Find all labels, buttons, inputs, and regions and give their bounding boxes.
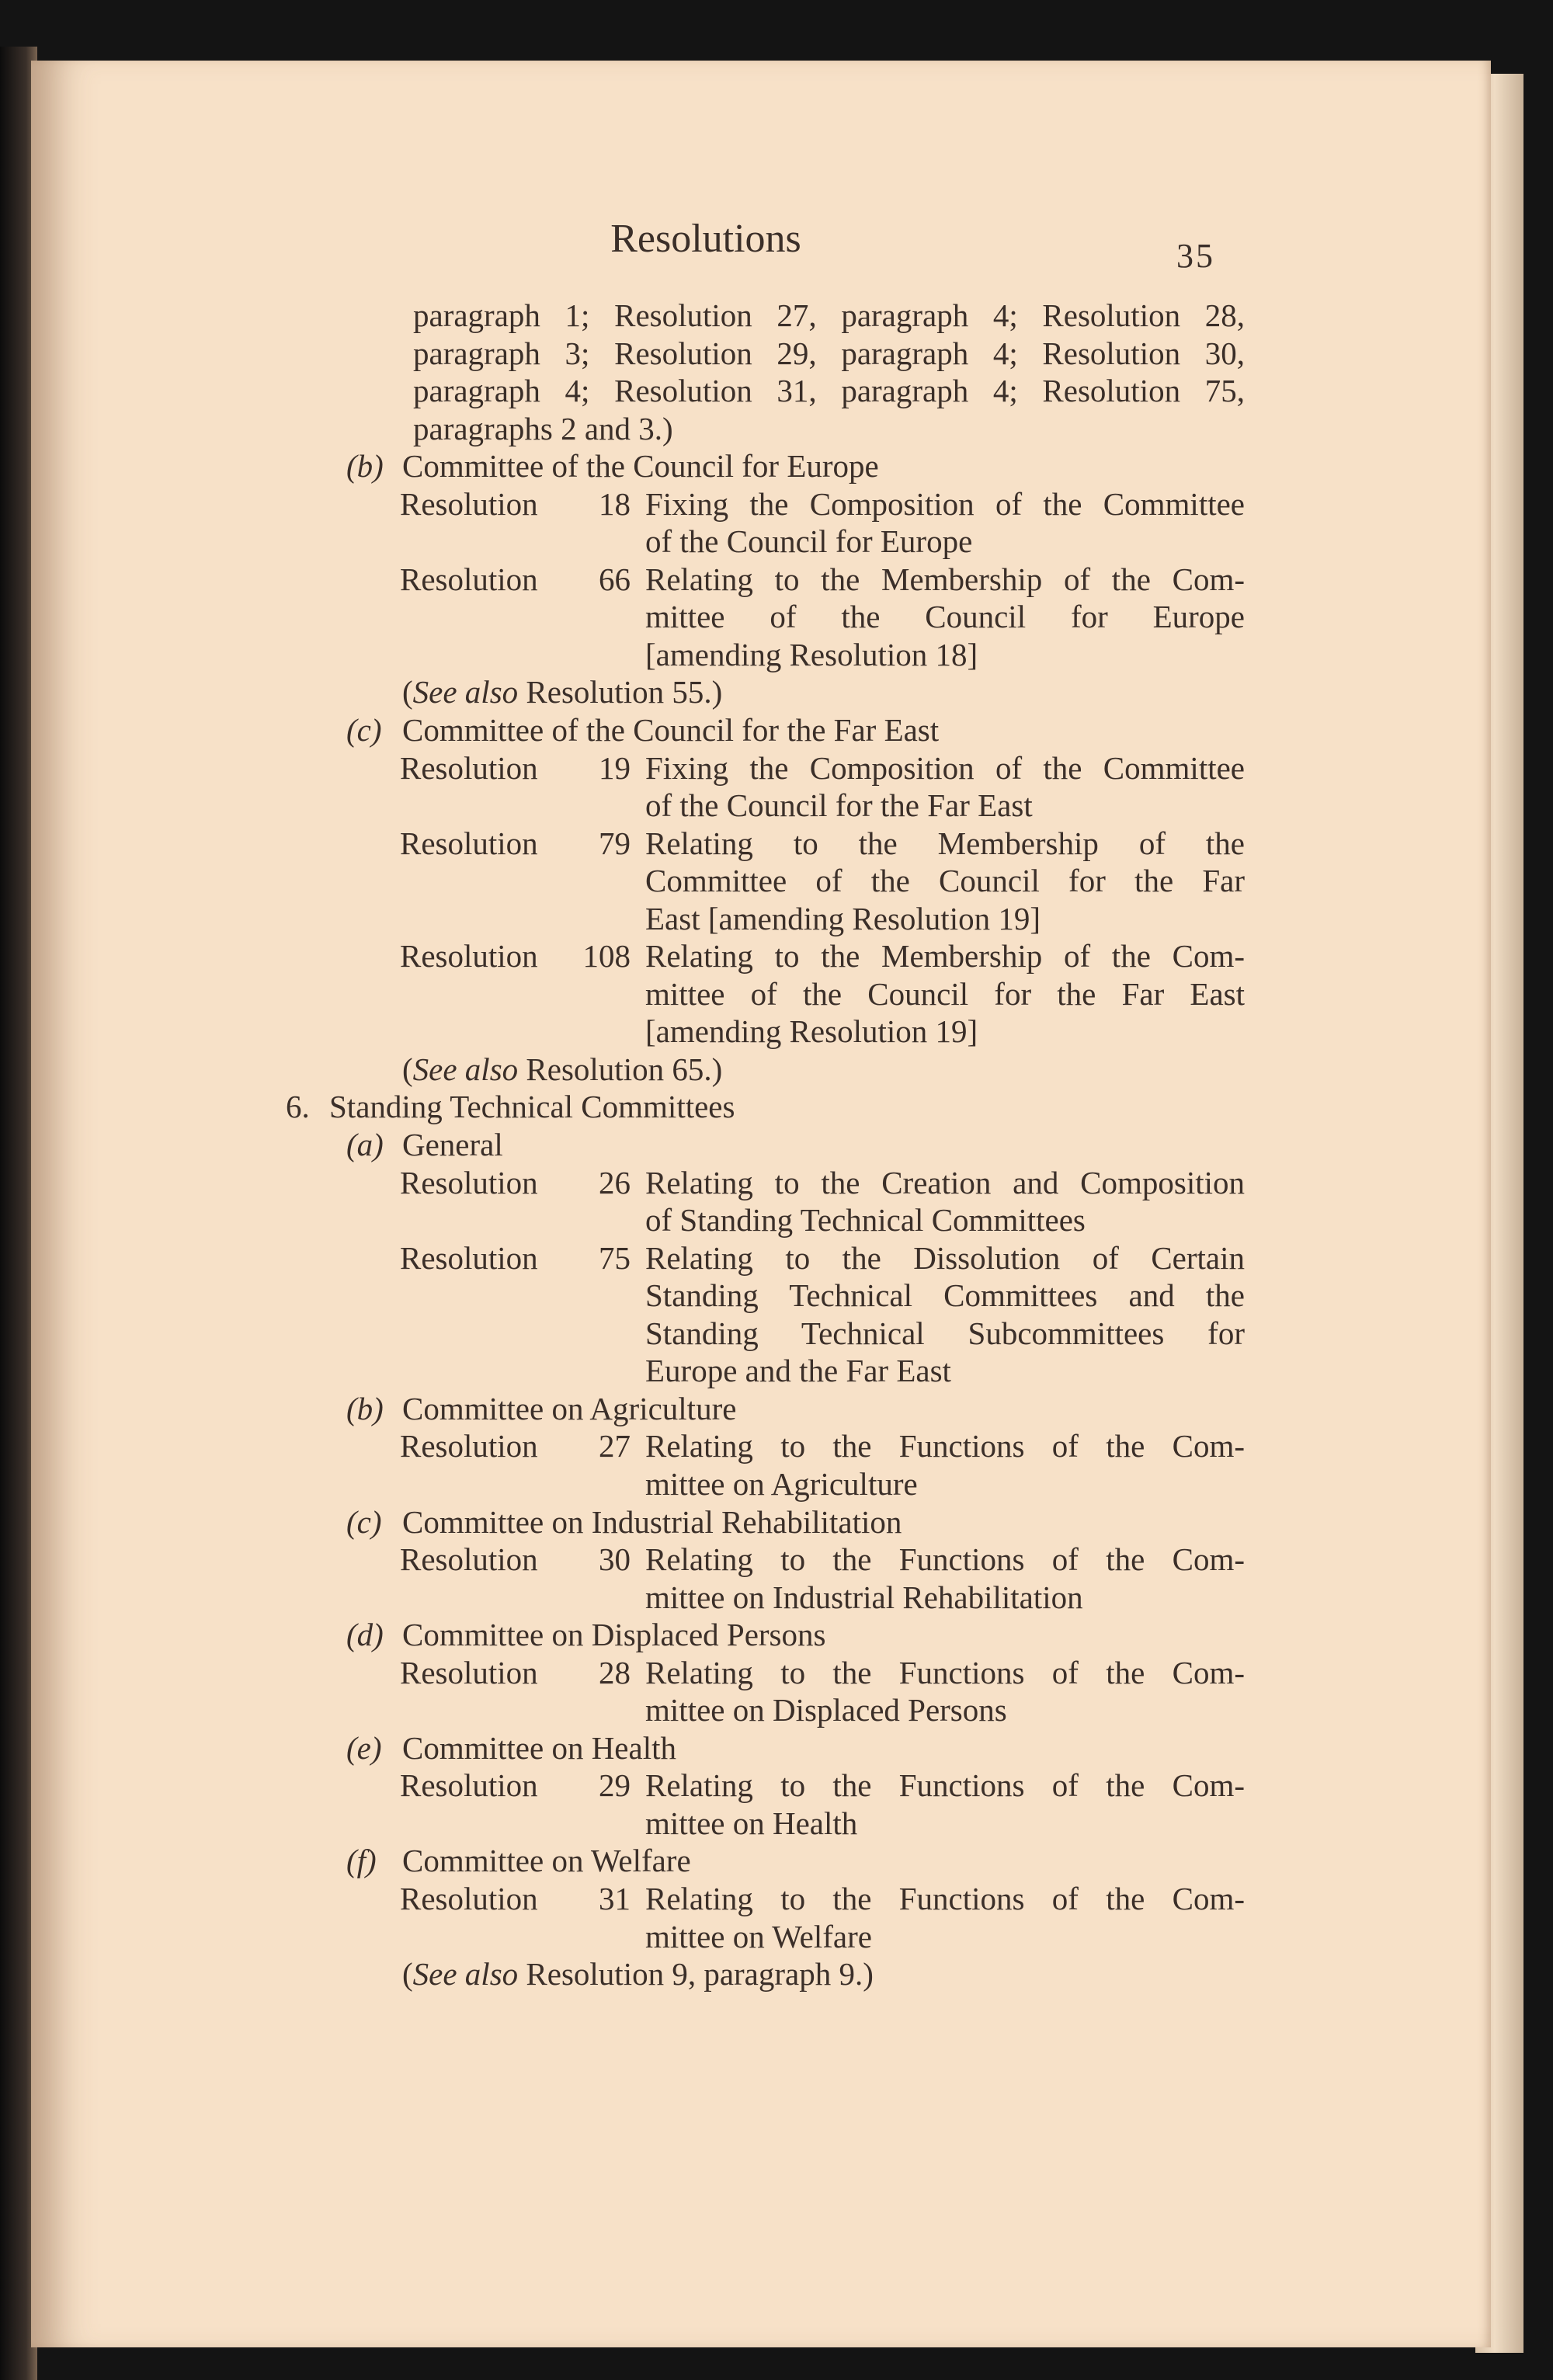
resolution-description: of the Council for the Far East [645,787,1033,824]
resolution-number: 79 [599,825,631,861]
resolution-label: Resolution [400,825,538,861]
resolution-number: 29 [599,1767,631,1804]
resolution-entry [0,1427,1553,1465]
resolution-description: [amending Resolution 19] [645,1013,978,1050]
page-number: 35 [1176,237,1215,275]
resolution-description: mittee of the Council for Europe [645,599,1245,635]
subsection-title: Committee on Health [402,1729,676,1766]
resolution-description: Fixing the Composition of the Committee [645,749,1245,786]
see-also-italic: See also [412,1956,519,1993]
see-also-italic: See also [412,1051,519,1087]
resolution-label: Resolution [400,1239,538,1276]
resolution-description: Relating to the Creation and Composition [645,1164,1245,1200]
resolution-number: 31 [599,1880,631,1916]
resolution-description: Europe and the Far East [645,1353,951,1389]
resolution-number: 28 [599,1654,631,1690]
see-also-text [402,1955,874,1993]
resolution-description: mittee on Welfare [645,1918,872,1954]
see-also-note [0,1955,1553,1993]
text-line [0,598,1553,636]
subsection-heading [0,1842,1553,1880]
resolution-entry [0,749,1553,787]
text-line [0,900,1553,938]
subsection-title: Committee on Industrial Rehabilitation [402,1503,902,1540]
resolution-entry [0,561,1553,599]
see-also-reference: Resolution 9, paragraph 9.) [518,1956,874,1993]
paren: ( [402,674,413,711]
resolution-description: Standing Technical Subcommittees for [645,1315,1245,1351]
text-line [0,335,1553,373]
text-line [0,787,1553,825]
subsection-marker: (b) [346,1390,384,1426]
text-line [0,1352,1553,1390]
subsection-marker: (d) [346,1617,384,1653]
page-body [0,297,1553,1993]
subsection-marker: (f) [346,1843,377,1879]
resolution-number: 108 [582,938,631,975]
resolution-number: 30 [599,1541,631,1578]
text-line [0,297,1553,335]
text-line [0,372,1553,410]
resolution-label: Resolution [400,1654,538,1690]
subsection-title: Committee of the Council for Europe [402,448,879,485]
text-line [0,862,1553,900]
subsection-marker: (a) [346,1127,384,1163]
subsection-heading [0,447,1553,485]
subsection-heading [0,1503,1553,1541]
resolution-description: Relating to the Functions of the Com- [645,1880,1245,1916]
subsection-marker: (b) [346,448,384,485]
resolution-description: of Standing Technical Committees [645,1202,1086,1239]
see-also-reference: Resolution 65.) [518,1051,723,1087]
resolution-number: 66 [599,561,631,597]
see-also-note [0,1051,1553,1089]
see-also-note [0,673,1553,711]
resolution-description: of the Council for Europe [645,523,973,560]
resolution-entry [0,1164,1553,1202]
resolution-number: 75 [599,1239,631,1276]
resolution-description: East [amending Resolution 19] [645,900,1041,936]
resolution-description: Relating to the Membership of the [645,825,1245,861]
subsection-heading [0,711,1553,749]
resolution-description: Relating to the Functions of the Com- [645,1541,1245,1578]
resolution-label: Resolution [400,1767,538,1804]
resolution-entry [0,1654,1553,1692]
subsection-heading [0,1729,1553,1767]
subsection-title: Committee on Agriculture [402,1390,737,1426]
resolution-number: 27 [599,1428,631,1464]
paragraph-line: paragraph 4; Resolution 31, paragraph 4; Resolution 75, [413,373,1245,409]
resolution-entry [0,937,1553,975]
resolution-description: Relating to the Membership of the Com- [645,561,1245,597]
subsection-heading [0,1126,1553,1164]
see-also-text [402,1051,722,1089]
resolution-description: mittee on Displaced Persons [645,1692,1007,1729]
running-header-title: Resolutions [610,217,801,261]
resolution-entry [0,485,1553,523]
resolution-number: 18 [599,485,631,522]
resolution-description: mittee of the Council for the Far East [645,975,1245,1012]
subsection-heading [0,1390,1553,1428]
resolution-entry [0,1541,1553,1579]
subsection-marker: (c) [346,1503,382,1540]
section-heading [0,1088,1553,1126]
text-line [0,1465,1553,1503]
text-line [0,975,1553,1013]
section-title: Standing Technical Committees [329,1089,735,1125]
paragraph-line: paragraphs 2 and 3.) [413,410,673,446]
resolution-label: Resolution [400,561,538,597]
resolution-entry [0,1880,1553,1918]
subsection-title: General [402,1127,503,1163]
text-line [0,1579,1553,1617]
text-line [0,1201,1553,1239]
resolution-description: mittee on Agriculture [645,1465,918,1502]
resolution-description: Relating to the Dissolution of Certain [645,1239,1245,1276]
text-line [0,1277,1553,1315]
text-line [0,1918,1553,1956]
resolution-label: Resolution [400,1164,538,1200]
resolution-description: Relating to the Functions of the Com- [645,1428,1245,1464]
resolution-description: Relating to the Membership of the Com- [645,938,1245,975]
subsection-marker: (e) [346,1729,382,1766]
resolution-entry [0,1239,1553,1277]
resolution-label: Resolution [400,1880,538,1916]
paragraph-line: paragraph 3; Resolution 29, paragraph 4; Resolution 30, [413,335,1245,371]
resolution-label: Resolution [400,485,538,522]
resolution-number: 19 [599,749,631,786]
resolution-description: [amending Resolution 18] [645,636,978,672]
text-line [0,1691,1553,1729]
resolution-label: Resolution [400,749,538,786]
resolution-description: mittee on Industrial Rehabilitation [645,1579,1083,1615]
subsection-heading [0,1616,1553,1654]
resolution-label: Resolution [400,1428,538,1464]
resolution-label: Resolution [400,1541,538,1578]
text-line [0,523,1553,561]
see-also-italic: See also [412,674,519,711]
see-also-reference: Resolution 55.) [518,674,723,711]
paragraph-line: paragraph 1; Resolution 27, paragraph 4; Resolution 28, [413,297,1245,333]
resolution-description: Relating to the Functions of the Com- [645,1654,1245,1690]
subsection-title: Committee of the Council for the Far East [402,712,940,749]
resolution-description: mittee on Health [645,1805,858,1841]
subsection-title: Committee on Welfare [402,1843,691,1879]
resolution-entry [0,825,1553,863]
see-also-text [402,673,722,711]
paren: ( [402,1051,413,1087]
text-line [0,636,1553,674]
resolution-entry [0,1767,1553,1805]
resolution-description: Committee of the Council for the Far [645,863,1245,899]
text-line [0,1805,1553,1843]
resolution-description: Standing Technical Committees and the [645,1277,1245,1314]
text-line [0,410,1553,448]
paren: ( [402,1956,413,1993]
resolution-description: Fixing the Composition of the Committee [645,485,1245,522]
resolution-description: Relating to the Functions of the Com- [645,1767,1245,1804]
resolution-label: Resolution [400,938,538,975]
text-line [0,1315,1553,1353]
text-line [0,1013,1553,1051]
subsection-title: Committee on Displaced Persons [402,1617,826,1653]
resolution-number: 26 [599,1164,631,1200]
section-number: 6. [286,1089,310,1125]
subsection-marker: (c) [346,712,382,749]
